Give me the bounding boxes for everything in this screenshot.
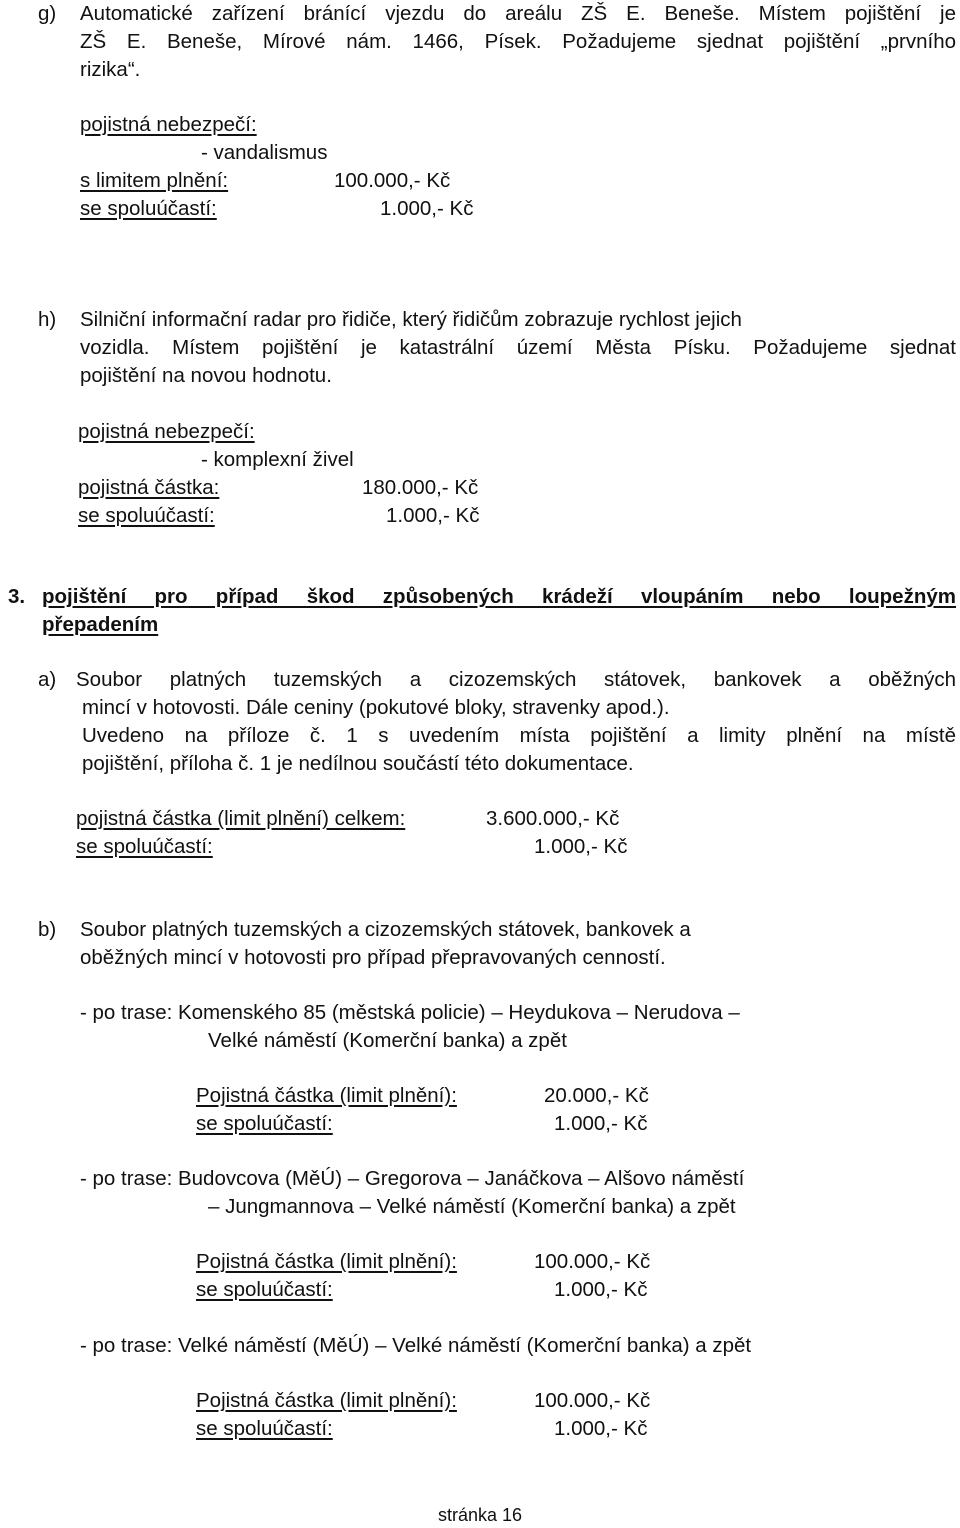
route-1-sum-value: 20.000,- Kč [544,1084,649,1107]
g-deductible-value: 1.000,- Kč [380,197,474,220]
item-b-line-2: oběžných mincí v hotovosti pro případ přepravovaných cenností. [80,946,666,969]
g-limit-value: 100.000,- Kč [334,169,451,192]
a-deductible-value: 1.000,- Kč [534,835,628,858]
route-3-line-1: - po trase: Velké náměstí (MěÚ) – Velké náměstí (Komerční banka) a zpět [80,1334,752,1357]
section-number-3: 3. [8,585,26,608]
g-deductible-label: se spoluúčastí: [80,197,217,220]
page-number: stránka 16 [437,1505,523,1525]
route-3-deductible-label: se spoluúčastí: [196,1417,333,1440]
route-1-deductible-label: se spoluúčastí: [196,1112,333,1135]
h-sum-value: 180.000,- Kč [362,476,479,499]
route-1-line-1: - po trase: Komenského 85 (městská policie) – Heydukova – Nerudova – [80,1001,740,1024]
item-g-line-2: ZŠ E. Beneše, Mírové nám. 1466, Písek. Požadujeme sjednat pojištění „prvního [80,30,956,53]
a-deductible-label: se spoluúčastí: [76,835,213,858]
route-3-deductible-value: 1.000,- Kč [554,1417,648,1440]
h-deductible-label: se spoluúčastí: [78,504,215,527]
item-g-line-3: rizika“. [80,58,141,81]
g-limit-label: s limitem plnění: [80,169,229,192]
h-sum-label: pojistná částka: [78,476,220,499]
g-peril: - vandalismus [201,141,328,164]
item-h-line-2: vozidla. Místem pojištění je katastrální území Města Písku. Požadujeme sjednat [80,336,956,359]
route-2-line-2: – Jungmannova – Velké náměstí (Komerční banka) a zpět [208,1195,736,1218]
route-3-sum-label: Pojistná částka (limit plnění): [196,1389,457,1412]
item-marker-a: a) [38,668,57,691]
route-2-sum-label: Pojistná částka (limit plnění): [196,1250,457,1273]
section-3-title-line-2: přepadením [42,613,159,636]
h-perils-label: pojistná nebezpečí: [78,420,255,443]
item-marker-g: g) [38,2,57,25]
route-1-line-2: Velké náměstí (Komerční banka) a zpět [208,1029,567,1052]
route-2-sum-value: 100.000,- Kč [534,1250,651,1273]
item-b-line-1: Soubor platných tuzemských a cizozemských státovek, bankovek a [80,918,691,941]
item-a-line-2: mincí v hotovosti. Dále ceniny (pokutové bloky, stravenky apod.). [82,696,670,719]
item-h-line-3: pojištění na novou hodnotu. [80,364,332,387]
section-3-title-line-1: pojištění pro případ škod způsobených krádeží vloupáním nebo loupežným [42,585,956,608]
h-deductible-value: 1.000,- Kč [386,504,480,527]
item-a-line-4: pojištění, příloha č. 1 je nedílnou součástí této dokumentace. [82,752,634,775]
route-1-deductible-value: 1.000,- Kč [554,1112,648,1135]
route-1-sum-label: Pojistná částka (limit plnění): [196,1084,457,1107]
item-g-line-1: Automatické zařízení bránící vjezdu do areálu ZŠ E. Beneše. Místem pojištění je [80,2,956,25]
a-sum-label: pojistná částka (limit plnění) celkem: [76,807,406,830]
item-a-line-3: Uvedeno na příloze č. 1 s uvedením místa pojištění a limity plnění na místě [82,724,956,747]
g-perils-label: pojistná nebezpečí: [80,113,257,136]
h-peril: - komplexní živel [201,448,354,471]
a-sum-value: 3.600.000,- Kč [486,807,620,830]
item-a-line-1: Soubor platných tuzemských a cizozemských státovek, bankovek a oběžných [76,668,956,691]
route-2-line-1: - po trase: Budovcova (MěÚ) – Gregorova – Janáčkova – Alšovo náměstí [80,1167,745,1190]
route-3-sum-value: 100.000,- Kč [534,1389,651,1412]
route-2-deductible-value: 1.000,- Kč [554,1278,648,1301]
item-marker-b: b) [38,918,57,941]
item-h-line-1: Silniční informační radar pro řidiče, který řidičům zobrazuje rychlost jejich [80,308,742,331]
item-marker-h: h) [38,308,57,331]
route-2-deductible-label: se spoluúčastí: [196,1278,333,1301]
